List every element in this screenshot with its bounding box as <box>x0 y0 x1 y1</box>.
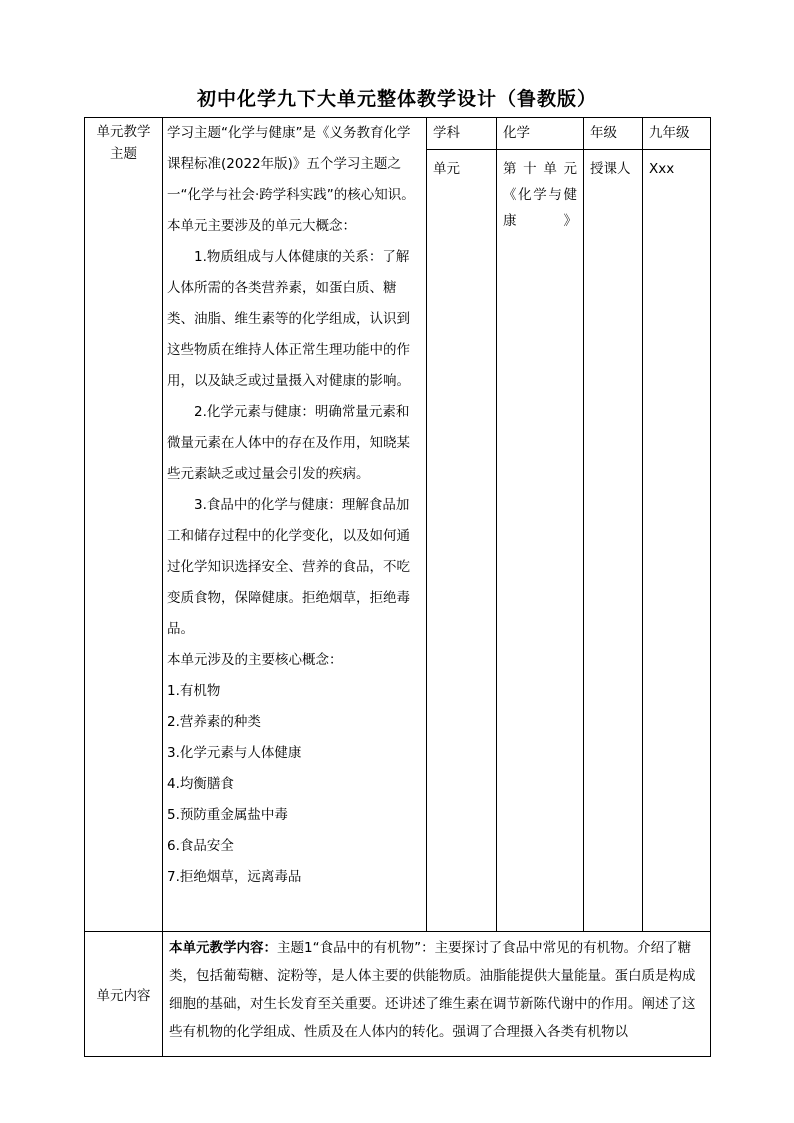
big-concept-2: 2.化学元素与健康：明确常量元素和微量元素在人体中的存在及作用，知晓某些元素缺乏或过量会引发的疾病。 <box>167 404 410 482</box>
core-concept-item: 7.拒绝烟草，远离毒品 <box>167 869 302 885</box>
unit-content-label: 单元内容 <box>85 932 163 1057</box>
unit-content-cell <box>163 932 711 1057</box>
big-concept-3: 3.食品中的化学与健康：理解食品加工和储存过程中的化学变化，以及如何通过化学知识选择安全、营养的食品，不吃变质食物，保障健康。拒绝烟草，拒绝毒品。 <box>167 497 410 637</box>
subject-value: 化学 <box>497 118 584 150</box>
grade-value: 九年级 <box>643 118 711 150</box>
core-concept-item: 3.化学元素与人体健康 <box>167 745 302 761</box>
unit-label: 单元 <box>427 150 497 932</box>
unit-theme-label-line1: 单元教学 <box>96 124 151 140</box>
core-concept-item: 4.均衡膳食 <box>167 776 234 792</box>
teacher-label: 授课人 <box>584 150 643 932</box>
unit-content-heading: 本单元教学内容： <box>169 940 277 956</box>
subject-label: 学科 <box>427 118 497 150</box>
unit-content-text: 主题1“食品中的有机物”：主要探讨了食品中常见的有机物。介绍了糖类，包括葡萄糖、淀粉等，是人体主要的供能物质。油脂能提供大量能量。蛋白质是构成细胞的基础，对生长发育至关重要。还讲述了维生素在调节新陈代谢中的作用。阐述了这些有机物的化学组成、性质及在人体内的转化。强调了合理摄入各类有机物以 <box>169 940 696 1040</box>
big-concepts-heading: 本单元主要涉及的单元大概念： <box>167 218 356 234</box>
core-concept-item: 6.食品安全 <box>167 838 234 854</box>
grade-label: 年级 <box>584 118 643 150</box>
unit-theme-label-cell <box>85 118 163 932</box>
core-concepts-heading: 本单元涉及的主要核心概念： <box>167 652 343 668</box>
theme-paragraph-intro: 学习主题“化学与健康”是《义务教育化学课程标准(2022年版)》五个学习主题之一“化学与社会·跨学科实践”的核心知识。 <box>167 125 415 203</box>
unit-design-table <box>84 117 711 1057</box>
core-concept-item: 1.有机物 <box>167 683 221 699</box>
core-concept-item: 5.预防重金属盐中毒 <box>167 807 288 823</box>
teacher-value: Xxx <box>643 150 711 932</box>
big-concept-1: 1.物质组成与人体健康的关系：了解人体所需的各类营养素，如蛋白质、糖类、油脂、维生素等的化学组成，认识到这些物质在维持人体正常生理功能中的作用，以及缺乏或过量摄入对健康的影响。 <box>167 249 410 389</box>
unit-value-text: 第十单元《化学与健康》 <box>503 161 577 229</box>
document-title: 初中化学九下大单元整体教学设计（鲁教版） <box>196 88 597 110</box>
unit-theme-content-cell <box>163 118 427 932</box>
core-concept-item: 2.营养素的种类 <box>167 714 261 730</box>
unit-theme-label-line2: 主题 <box>110 146 137 162</box>
unit-value <box>497 150 584 932</box>
